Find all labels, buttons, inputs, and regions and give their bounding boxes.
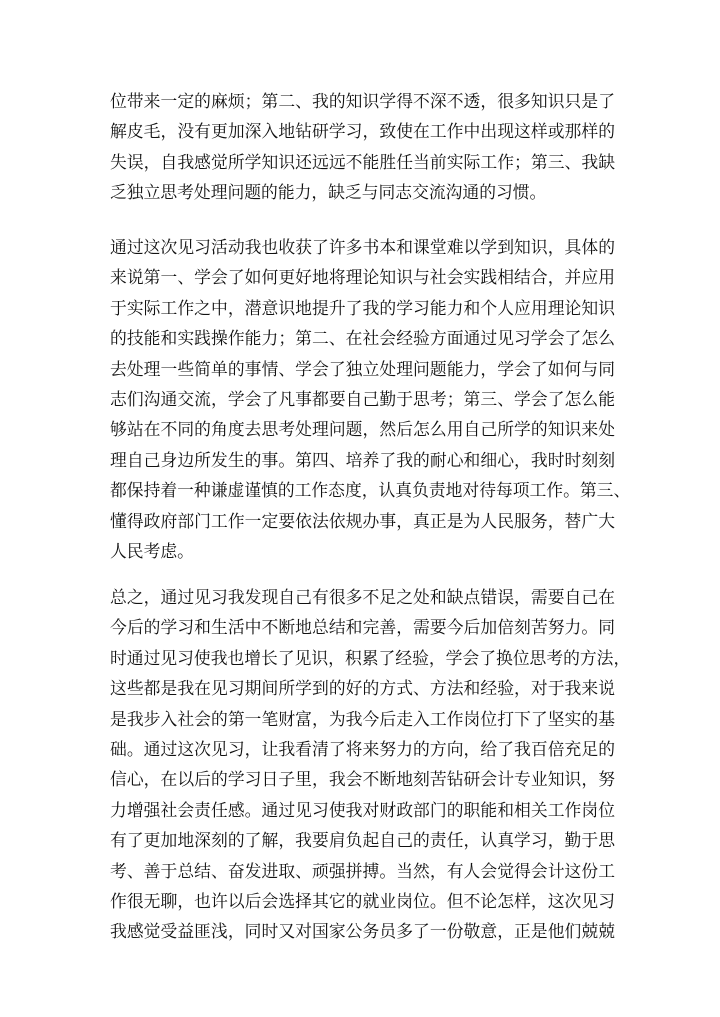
text-line: 来说第一、学会了如何更好地将理论知识与社会实践相结合，并应用 [110, 267, 615, 288]
text-line: 础。通过这次见习，让我看清了将来努力的方向，给了我百倍充足的 [110, 738, 615, 759]
text-line: 信心，在以后的学习日子里，我会不断地刻苦钻研会计专业知识，努 [110, 769, 615, 790]
text-line: 失误，自我感觉所学知识还远远不能胜任当前实际工作；第三、我缺 [110, 151, 615, 172]
text-line: 时通过见习使我也增长了见识，积累了经验，学会了换位思考的方法， [110, 647, 631, 668]
paragraph-2 [110, 232, 631, 566]
text-line: 去处理一些简单的事情、学会了独立处理问题能力，学会了如何与同 [110, 358, 615, 379]
text-line: 乏独立思考处理问题的能力，缺乏与同志交流沟通的习惯。 [110, 182, 547, 203]
text-line: 懂得政府部门工作一定要依法依规办事，真正是为人民服务，替广大 [110, 510, 615, 531]
text-line: 是我步入社会的第一笔财富，为我今后走入工作岗位打下了坚实的基 [110, 708, 615, 729]
text-line: 作很无聊，也许以后会选择其它的就业岗位。但不论怎样，这次见习 [110, 890, 615, 911]
text-line: 理自己身边所发生的事。第四、培养了我的耐心和细心，我时时刻刻 [110, 449, 615, 470]
text-line: 考、善于总结、奋发进取、顽强拼搏。当然，有人会觉得会计这份工 [110, 860, 615, 881]
text-line: 通过这次见习活动我也收获了许多书本和课堂难以学到知识，具体的 [110, 237, 615, 257]
text-line: 志们沟通交流，学会了凡事都要自己勤于思考；第三、学会了怎么能 [110, 388, 615, 409]
text-line: 力增强社会责任感。通过见习使我对财政部门的职能和相关工作岗位 [110, 799, 615, 820]
paragraph-3 [110, 582, 631, 947]
text-line: 这些都是我在见习期间所学到的好的方式、方法和经验，对于我来说 [110, 678, 615, 699]
paragraph-1 [110, 86, 615, 208]
text-line: 有了更加地深刻的了解，我要肩负起自己的责任，认真学习，勤于思 [110, 830, 615, 851]
text-line: 位带来一定的麻烦；第二、我的知识学得不深不透，很多知识只是了 [110, 91, 615, 111]
text-line: 我感觉受益匪浅，同时又对国家公务员多了一份敬意，正是他们兢兢 [110, 921, 615, 942]
text-line: 都保持着一种谦虚谨慎的工作态度，认真负责地对待每项工作。第三、 [110, 480, 631, 501]
text-line: 解皮毛，没有更加深入地钻研学习，致使在工作中出现这样或那样的 [110, 121, 615, 142]
text-line: 总之，通过见习我发现自己有很多不足之处和缺点错误，需要自己在 [110, 587, 615, 607]
text-line: 够站在不同的角度去思考处理问题，然后怎么用自己所学的知识来处 [110, 419, 615, 440]
text-line: 人民考虑。 [110, 540, 194, 561]
text-line: 的技能和实践操作能力；第二、在社会经验方面通过见习学会了怎么 [110, 328, 615, 349]
text-line: 于实际工作之中，潜意识地提升了我的学习能力和个人应用理论知识 [110, 297, 615, 318]
text-line: 今后的学习和生活中不断地总结和完善，需要今后加倍刻苦努力。同 [110, 617, 615, 638]
